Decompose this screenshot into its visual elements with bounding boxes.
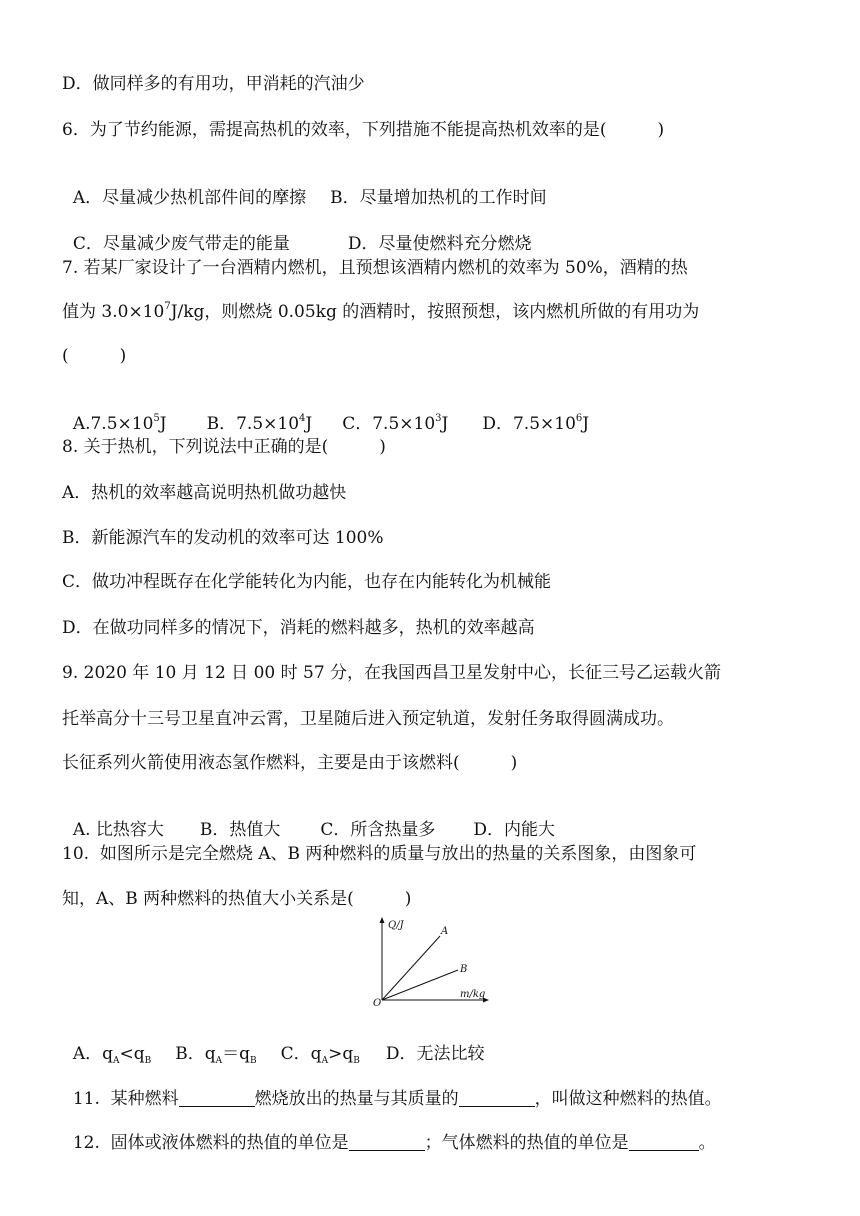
q12-blank-1[interactable] <box>349 1132 425 1151</box>
origin-label: O <box>373 998 382 1008</box>
q6-option-d: D．尽量使燃料充分燃烧 <box>347 234 532 254</box>
q7-option-a: $A.7.5\times 10^5J$ <box>72 413 167 434</box>
q10-option-a: A．$q_A<q_B$ <box>72 1044 152 1066</box>
question-7-line-2 <box>62 301 699 323</box>
q11-blank-2[interactable] <box>459 1088 535 1107</box>
x-axis-label: m/kg <box>460 989 486 1000</box>
q6-options-cd <box>62 211 531 255</box>
q6-option-c: C．尽量减少废气带走的能量 <box>72 234 290 254</box>
question-9-line-1: 9. 2020 年 10 月 12 日 00 时 57 分，在我国西昌卫星发射中心，长征三号乙运载火箭 <box>62 663 722 683</box>
q7-option-c: C．$7.5\times 10^3J$ <box>342 413 449 434</box>
question-12 <box>62 1110 716 1154</box>
q7-option-b: B．$7.5\times 10^4J$ <box>206 413 313 434</box>
question-8: 8. 关于热机，下列说法中正确的是( ) <box>62 437 386 457</box>
y-axis-label: Q/J <box>388 920 404 931</box>
q6-option-b: B．尽量增加热机的工作时间 <box>330 188 547 208</box>
q7-exponent: 7 <box>164 301 171 312</box>
q10-option-b: B．$q_A=q_B$ <box>175 1044 257 1066</box>
q7-text: 值为 3.0×10 <box>62 302 165 322</box>
question-10-line-2: 知，A、B 两种燃料的热值大小关系是( ) <box>62 889 412 909</box>
q11-text-2: 燃烧放出的热量与其质量的 <box>254 1089 459 1109</box>
q8-option-d: D．在做功同样多的情况下，消耗的燃料越多，热机的效率越高 <box>62 618 535 638</box>
q9-option-c: C．所含热量多 <box>320 820 436 840</box>
line-a <box>382 936 440 1000</box>
q7-options <box>62 391 589 435</box>
q10-option-d: D．无法比较 <box>385 1044 485 1064</box>
q9-option-d: D．内能大 <box>473 820 556 840</box>
q9-option-a: A. 比热容大 <box>72 820 164 840</box>
question-9-line-2: 托举高分十三号卫星直冲云霄，卫星随后进入预定轨道，发射任务取得圆满成功。 <box>62 709 674 729</box>
line-a-label: A <box>441 926 449 937</box>
line-b-label: B <box>460 964 468 975</box>
q11-text-1: 11. 某种燃料 <box>72 1089 179 1109</box>
q5-option-d: D．做同样多的有用功，甲消耗的汽油少 <box>62 74 365 94</box>
q12-blank-2[interactable] <box>629 1132 699 1151</box>
q8-option-c: C．做功冲程既存在化学能转化为内能，也存在内能转化为机械能 <box>62 572 552 592</box>
q10-options <box>62 1021 484 1065</box>
q11-blank-1[interactable] <box>179 1088 255 1107</box>
q12-text-3: 。 <box>698 1133 716 1153</box>
q11-text-3: ，叫做这种燃料的热值。 <box>534 1089 722 1109</box>
question-11 <box>62 1066 722 1110</box>
q7-option-d: D．$7.5\times 10^6J$ <box>482 413 590 434</box>
q10-option-c: C．$q_A>q_B$ <box>280 1044 360 1066</box>
q12-text-2: ；气体燃料的热值的单位是 <box>424 1133 629 1153</box>
question-7-line-1: 7. 若某厂家设计了一台酒精内燃机，且预想该酒精内燃机的效率为 50%，酒精的热 <box>62 258 688 278</box>
q8-option-a: A．热机的效率越高说明热机做功越快 <box>62 483 347 503</box>
q8-option-b: B．新能源汽车的发动机的效率可达 100% <box>62 528 384 548</box>
q9-option-b: B．热值大 <box>199 820 281 840</box>
q9-options <box>62 797 555 841</box>
q-m-graph <box>372 916 492 1008</box>
question-6: 6．为了节约能源，需提高热机的效率，下列措施不能提高热机效率的是( ) <box>62 120 665 140</box>
y-axis-arrow <box>380 917 385 923</box>
q12-text-1: 12. 固体或液体燃料的热值的单位是 <box>72 1133 349 1153</box>
line-b <box>382 970 458 1000</box>
q6-options-ab <box>62 165 547 209</box>
question-9-line-3: 长征系列火箭使用液态氢作燃料，主要是由于该燃料( ) <box>62 753 518 773</box>
q6-option-a: A．尽量减少热机部件间的摩擦 <box>72 188 307 208</box>
question-10-line-1: 10. 如图所示是完全燃烧 A、B 两种燃料的质量与放出的热量的关系图象，由图象可 <box>62 844 697 864</box>
question-7-line-3: ( ) <box>62 346 127 366</box>
q7-text-rest: J/kg，则燃烧 0.05kg 的酒精时，按照预想，该内燃机所做的有用功为 <box>170 302 700 322</box>
